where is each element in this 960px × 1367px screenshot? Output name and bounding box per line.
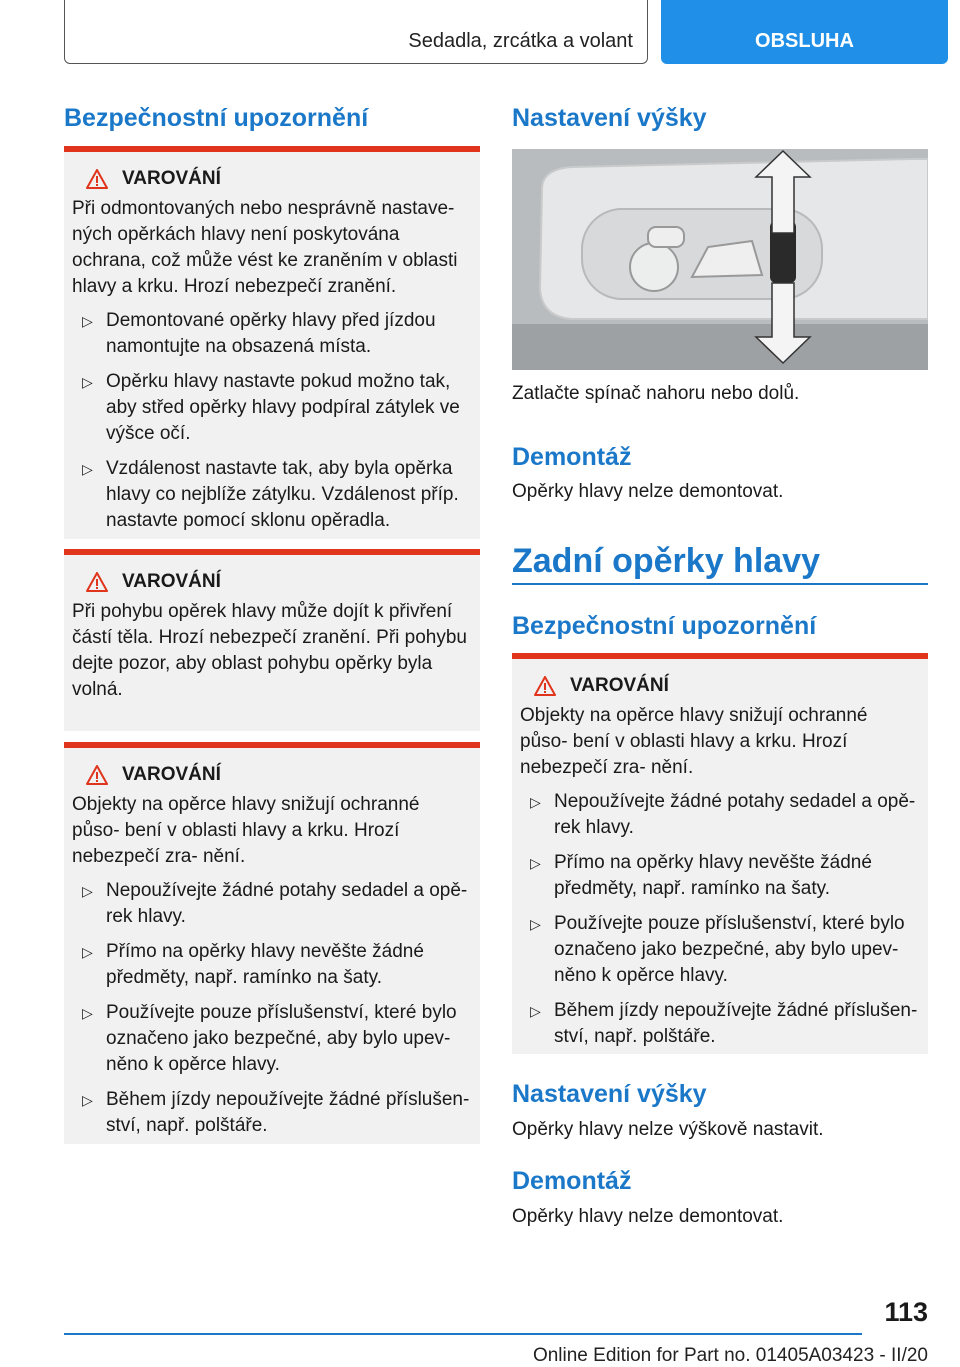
warning-text: Při pohybu opěrek hlavy může dojít k přivření částí těla. Hrozí nebezpečí zranění. Při pohybu dejte pozor, aby oblast pohybu opěrky byla volná.	[72, 601, 467, 700]
height-heading: Nastavení výšky	[512, 104, 707, 132]
chapter-tab-label: OBSLUHA	[755, 30, 854, 52]
list-item: ▷ Vzdálenost nastavte tak, aby byla opěrka hlavy co nejblíže zátylku. Vzdálenost příp. nastavte pomocí sklonu opěradla.	[72, 456, 472, 534]
list-item: ▷ Nepoužívejte žádné potahy sedadel a opě- rek hlavy.	[72, 878, 472, 930]
removal-text-2: Opěrky hlavy nelze demontovat.	[512, 1206, 784, 1227]
header-section-box	[64, 0, 648, 64]
warning-list	[72, 878, 472, 1139]
height-text-2: Opěrky hlavy nelze výškově nastavit.	[512, 1119, 824, 1140]
warning-triangle-icon	[534, 676, 556, 696]
list-item: ▷ Demontované opěrky hlavy před jízdou namontujte na obsazená místa.	[72, 308, 472, 360]
footer-edition: Online Edition for Part no. 01405A03423 - II/20	[532, 1345, 928, 1366]
warning-title: VAROVÁNÍ	[570, 675, 669, 696]
image-caption: Zatlačte spínač nahoru nebo dolů.	[512, 383, 800, 404]
warning-triangle-icon	[86, 169, 108, 189]
list-item: ▷ Během jízdy nepoužívejte žádné příslušen- ství, např. polštáře.	[520, 998, 920, 1050]
warning-box-2	[64, 549, 480, 731]
section-title: Sedadla, zrcátka a volant	[408, 30, 633, 52]
warning-triangle-icon	[86, 572, 108, 592]
warning-title: VAROVÁNÍ	[122, 571, 221, 592]
warning-box-3	[64, 742, 480, 1144]
list-item: ▷ Přímo na opěrky hlavy nevěšte žádné předměty, např. ramínko na šaty.	[72, 939, 472, 991]
warning-list	[520, 789, 920, 1050]
removal-heading: Demontáž	[512, 443, 632, 471]
warning-text: Při odmontovaných nebo nesprávně nastave- ných opěrkách hlavy není poskytována ochrana, což může vést ke zraněním v oblasti hlavy a krku. Hrozí nebezpečí zranění.	[72, 198, 458, 297]
list-item: ▷ Přímo na opěrky hlavy nevěšte žádné předměty, např. ramínko na šaty.	[520, 850, 920, 902]
removal-text: Opěrky hlavy nelze demontovat.	[512, 481, 784, 502]
warning-text: Objekty na opěrce hlavy snižují ochranné půso- bení v oblasti hlavy a krku. Hrozí nebezpečí zra- nění.	[72, 794, 420, 867]
warning-title: VAROVÁNÍ	[122, 168, 221, 189]
list-item: ▷ Nepoužívejte žádné potahy sedadel a opě- rek hlavy.	[520, 789, 920, 841]
height-heading-2: Nastavení výšky	[512, 1080, 707, 1108]
chapter-heading: Zadní opěrky hlavy	[512, 542, 820, 580]
list-item: ▷ Během jízdy nepoužívejte žádné příslušen- ství, např. polštáře.	[72, 1087, 472, 1139]
removal-heading-2: Demontáž	[512, 1167, 632, 1195]
chapter-rule	[512, 583, 928, 585]
page-number: 113	[884, 1297, 928, 1327]
warning-box-4	[512, 653, 928, 1054]
list-item: ▷ Používejte pouze příslušenství, které bylo označeno jako bezpečné, aby bylo upev- něno k opěrce hlavy.	[72, 1000, 472, 1078]
list-item: ▷ Opěrku hlavy nastavte pokud možno tak, aby střed opěrky hlavy podpíral zátylek ve výšce očí.	[72, 369, 472, 447]
left-heading: Bezpečnostní upozornění	[64, 104, 369, 132]
list-item: ▷ Používejte pouze příslušenství, které bylo označeno jako bezpečné, aby bylo upev- něno k opěrce hlavy.	[520, 911, 920, 989]
warning-box-1	[64, 146, 480, 539]
warning-title: VAROVÁNÍ	[122, 764, 221, 785]
chapter-tab[interactable]	[661, 0, 948, 64]
warning-triangle-icon	[86, 765, 108, 785]
safety-heading: Bezpečnostní upozornění	[512, 612, 817, 640]
warning-list	[72, 308, 472, 534]
seat-switch-illustration	[512, 149, 928, 370]
footer-rule	[64, 1333, 862, 1335]
warning-text: Objekty na opěrce hlavy snižují ochranné půso- bení v oblasti hlavy a krku. Hrozí nebezpečí zra- nění.	[520, 705, 868, 778]
